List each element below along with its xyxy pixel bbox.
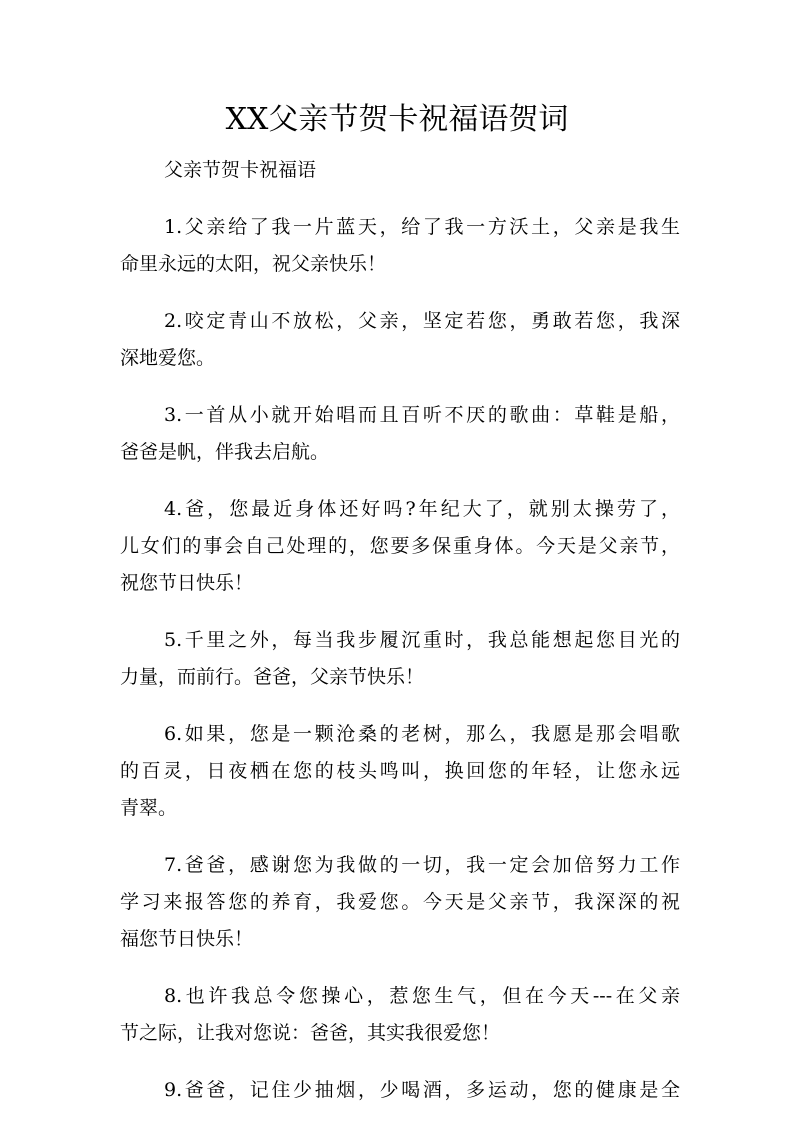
paragraph-line: 青翠。: [120, 797, 178, 819]
paragraph-line: 命里永远的太阳，祝父亲快乐！: [120, 253, 387, 275]
paragraph-line: 5.千里之外，每当我步履沉重时，我总能想起您目光的: [164, 629, 680, 651]
paragraph-6: [120, 716, 680, 827]
paragraph-line: 1.父亲给了我一片蓝天，给了我一方沃土，父亲是我生: [164, 216, 680, 238]
paragraph-line: 6.如果，您是一颗沧桑的老树，那么，我愿是那会唱歌: [164, 723, 680, 745]
paragraph-line: 7.爸爸，感谢您为我做的一切，我一定会加倍努力工作: [164, 854, 680, 876]
paragraph-line: 的百灵，日夜栖在您的枝头鸣叫，换回您的年轻，让您永远: [120, 760, 680, 782]
paragraph-line: 力量，而前行。爸爸，父亲节快乐！: [120, 666, 425, 688]
paragraph-line: 福您节日快乐！: [120, 928, 254, 950]
paragraph-line: 节之际，让我对您说：爸爸，其实我很爱您！: [120, 1022, 501, 1044]
paragraph-line: 8.也许我总令您操心，惹您生气，但在今天---在父亲: [164, 985, 680, 1007]
paragraph-line: 9.爸爸，记住少抽烟，少喝酒，多运动，您的健康是全: [164, 1079, 680, 1101]
paragraph-9: [120, 1072, 680, 1109]
paragraph-line: 爸爸是帆，伴我去启航。: [120, 441, 330, 463]
spacer: [120, 189, 680, 209]
paragraph-5: [120, 622, 680, 696]
paragraph-line: 学习来报答您的养育，我爱您。今天是父亲节，我深深的祝: [120, 891, 680, 913]
paragraph-line: 儿女们的事会自己处理的，您要多保重身体。今天是父亲节，: [120, 535, 680, 557]
paragraph-8: [120, 978, 680, 1052]
document-subheading: 父亲节贺卡祝福语: [164, 159, 317, 181]
paragraph-line: 3.一首从小就开始唱而且百听不厌的歌曲：草鞋是船，: [164, 404, 680, 426]
document-body: [120, 152, 680, 1129]
paragraph-line: 深地爱您。: [120, 347, 216, 369]
paragraph-1: [120, 209, 680, 283]
paragraph-4: [120, 491, 680, 602]
document-title: XX父亲节贺卡祝福语贺词: [225, 102, 569, 137]
paragraph-line: 祝您节日快乐！: [120, 572, 254, 594]
paragraph-line: 4.爸，您最近身体还好吗?年纪大了，就别太操劳了，: [164, 498, 680, 520]
paragraph-line: 2.咬定青山不放松，父亲，坚定若您，勇敢若您，我深: [164, 310, 680, 332]
paragraph-3: [120, 397, 680, 471]
paragraph-2: [120, 303, 680, 377]
paragraph-7: [120, 847, 680, 958]
